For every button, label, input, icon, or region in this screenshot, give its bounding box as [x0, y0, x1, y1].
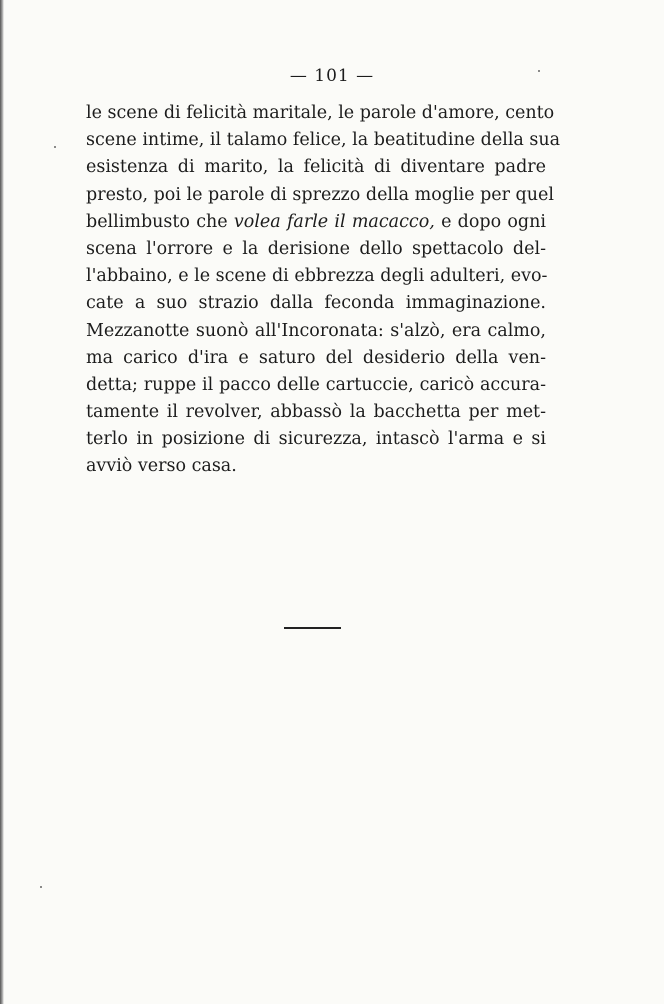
paper-speck — [40, 886, 42, 888]
text-line: terlo in posizione di sicurezza, intascò l'arma e si — [86, 429, 546, 450]
text-line: scene intime, il talamo felice, la beatitudine della sua — [86, 130, 561, 151]
text-line: le scene di felicità maritale, le parole d'amore, cento — [86, 103, 555, 123]
paper-speck — [538, 70, 540, 72]
body-text — [86, 100, 561, 481]
text-line: detta; ruppe il pacco delle cartuccie, caricò accura- — [86, 374, 546, 395]
text-line: cate a suo strazio dalla feconda immaginazione. — [86, 293, 546, 314]
page-number: — 101 — — [289, 66, 375, 86]
page-edge — [0, 0, 4, 1004]
italic-phrase: volea farle il macacco, — [233, 211, 435, 232]
text-line: esistenza di marito, la felicità di diventare padre — [86, 157, 546, 178]
section-end-rule — [284, 627, 341, 629]
text-segment: bellimbusto che — [86, 211, 228, 232]
text-line: l'abbaino, e le scene di ebbrezza degli adulteri, evo- — [86, 266, 548, 287]
text-line: avviò verso casa. — [86, 456, 237, 477]
text-line: scena l'orrore e la derisione dello spettacolo del- — [86, 238, 546, 259]
text-line — [86, 209, 546, 236]
text-line: ma carico d'ira e saturo del desiderio della ven- — [86, 347, 546, 368]
text-segment: e dopo ogni — [441, 211, 546, 232]
text-line: presto, poi le parole di sprezzo della moglie per quel — [86, 184, 554, 205]
text-line: Mezzanotte suonò all'Incoronata: s'alzò, era calmo, — [86, 320, 546, 341]
text-line: tamente il revolver, abbassò la bacchetta per met- — [86, 402, 546, 423]
paper-speck — [54, 146, 56, 148]
